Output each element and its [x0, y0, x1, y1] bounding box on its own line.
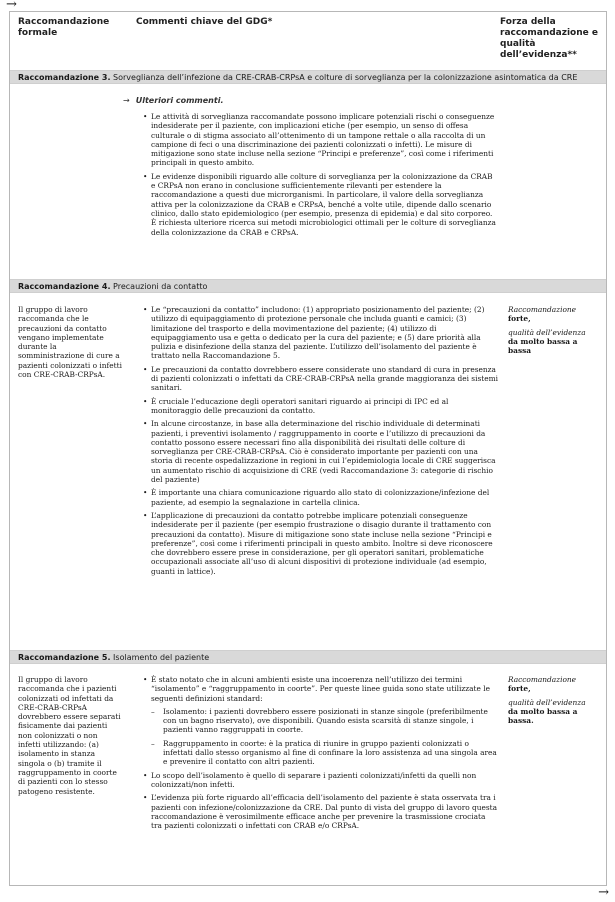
rec4-bullet: • Le precauzioni da contatto dovrebbero essere considerate uno standard di cura in presenza di pazienti colonizzati o infettati da CRE-CRAB-CRPsA nella grande maggioranza dei sistemi sanitari. — [143, 365, 498, 393]
header-formal-recommendation: Raccomandazione formale — [18, 17, 110, 38]
rec3-bullet: • Le attività di sorveglianza raccomandate possono implicare potenziali rischi o conseguenze indesiderate per il paziente, con implicazioni etiche (per esempio, un senso di offesa culturale o di stigma associato all’ottenimento di un tampone rettale o alla raccolta di un campione di feci o una discriminazione dei pazienti colonizzati o infetti). Le misure di mitigazione sono state incluse nella sezione “Principi e preferenze”, così come i riferimenti principali in questo ambito. — [143, 112, 498, 168]
next-page-arrow[interactable]: → — [598, 885, 609, 900]
rec3-title-bold: Raccomandazione 3. — [18, 73, 111, 82]
rec4-title-text: Precauzioni da contatto — [110, 282, 208, 291]
rec5-bullet: • L’evidenza più forte riguardo all’efficacia dell’isolamento del paziente è stata osservata tra i pazienti con infezione/colonizzazione da CRE. Dal punto di vista del gruppo di lavoro questa raccomandazione è verosimilmente efficace anche per prevenire la trasmissione crociata tra pazienti colonizzati o infettati con CRAB e/o CRPsA. — [143, 793, 498, 830]
rec5-formal-text: Il gruppo di lavoro raccomanda che i pazienti colonizzati od infettati da CRE-CRAB-CRPsA dovrebbero essere separati fisicamente dai pazienti non colonizzati o non infetti utilizzando: (a) isolamento in stanza singola o (b) tramite il raggruppamento in coorte di pazienti con lo stesso patogeno resistente. — [18, 675, 121, 796]
header-gdg-comments: Commenti chiave del GDG* — [136, 17, 273, 27]
rec3-comments — [143, 112, 498, 241]
rec4-bullet: • È cruciale l’educazione degli operatori sanitari riguardo ai principi di IPC ed al monitoraggio delle precauzioni da contatto. — [143, 397, 498, 416]
rec4-bullet: • È importante una chiara comunicazione riguardo allo stato di colonizzazione/infezione del paziente, ad esempio la segnalazione in cartella clinica. — [143, 488, 498, 507]
rec4-formal-text: Il gruppo di lavoro raccomanda che le precauzioni da contatto vengano implementate durante la somministrazione di cure a pazienti colonizzati o infetti con CRE-CRAB-CRPsA. — [18, 305, 122, 380]
rec5-title-text: Isolamento del paziente — [110, 653, 210, 662]
rec5-strength — [508, 675, 600, 725]
rec4-comments — [143, 305, 498, 580]
table-header — [10, 12, 606, 69]
rec5-dash-item: – Raggruppamento in coorte: è la pratica di riunire in gruppo pazienti colonizzati o infettati dallo stesso organismo al fine di confinare la loro assistenza ad una singola area e prevenire il contatto con altri pazienti. — [147, 739, 498, 767]
rec3-title-band — [10, 70, 606, 84]
rec4-title-bold: Raccomandazione 4. — [18, 282, 111, 291]
rec5-title-bold: Raccomandazione 5. — [18, 653, 111, 662]
rec3-title-text: Sorveglianza dell’infezione da CRE-CRAB-CRPsA e colture di sorveglianza per la colonizzazione asintomatica da CRE — [110, 73, 578, 82]
rec4-quality-label: qualità dell’evidenza — [508, 327, 586, 337]
rec4-quality-value: da molto bassa a bassa — [508, 336, 578, 356]
arrow-icon: → — [123, 96, 130, 105]
rec5-dash-item: – Isolamento: i pazienti dovrebbero essere posizionati in stanze singole (preferibilmente con un bagno riservato), ove disponibili. Quando esista scarsità di stanze singole, i pazienti vanno raggruppati in coorte. — [147, 707, 498, 735]
rec3-subhead-text: Ulteriori commenti. — [135, 96, 224, 105]
rec5-comments — [143, 675, 498, 834]
rec5-strength-label: Raccomandazione — [508, 675, 577, 684]
rec5-quality-label: qualità dell’evidenza — [508, 697, 586, 707]
rec5-bullet: • È stato notato che in alcuni ambienti esiste una incoerenza nell’utilizzo dei termini “isolamento” e “raggruppamento in coorte”. Per queste linee guida sono state utilizzate le seguenti definizioni standard: — [143, 675, 498, 703]
rec5-title-band — [10, 650, 606, 664]
rec3-bullet: • Le evidenze disponibili riguardo alle colture di sorveglianza per la colonizzazione da CRAB e CRPsA non erano in conclusione sufficientemente rilevanti per estendere la raccomandazione a questi due microrganismi. In particolare, il valore della sorveglianza attiva per la colonizzazione da CRAB e CRPsA, benché a volte utile, dipende dallo scenario clinico, dallo stato epidemiologico (per esempio, presenza di epidemia) e dal sito corporeo. È richiesta ulteriore ricerca sui metodi microbiologici ottimali per le colture di sorveglianza della colonizzazione da CRAB e CRPsA. — [143, 172, 498, 237]
previous-page-arrow[interactable]: → — [6, 0, 17, 12]
rec4-bullet: • In alcune circostanze, in base alla determinazione del rischio individuale di determinati pazienti, i preventivi isolamento / raggruppamento in coorte e l’utilizzo di precauzioni da contatto possono essere necessari fino alla disponibilità dei risultati delle colture di sorveglianza per CRE-CRAB-CRPsA. Ciò è considerato importante per pazienti con una storia di recente ospedalizzazione in regioni in cui l’epidemiologia locale di CRE suggerisca un aumentato rischio di acquisizione di CRE (vedi Raccomandazione 3: categorie di rischio del paziente) — [143, 419, 498, 484]
rec5-bullet: • Lo scopo dell’isolamento è quello di separare i pazienti colonizzati/infetti da quelli non colonizzati/non infetti. — [143, 771, 498, 790]
rec4-strength-value: forte, — [508, 314, 531, 324]
rec4-strength-label: Raccomandazione — [508, 305, 577, 314]
rec3-subhead — [123, 96, 223, 105]
rec4-bullet: • Le “precauzioni da contatto” includono: (1) appropriato posizionamento del paziente; (2) utilizzo di equipaggiamento di protezione personale che includa guanti e camici; (3) limitazione del trasporto e della movimentazione del paziente; (4) utilizzo di equipaggiamento usa e getta o dedicato per la cura del paziente; e (5) dare priorità alla pulizia e disinfezione della stanza del paziente. L’utilizzo dell’isolamento del paziente è trattato nella Raccomandazione 5. — [143, 305, 498, 361]
recommendations-table — [9, 11, 607, 886]
rec4-bullet: • L’applicazione di precauzioni da contatto potrebbe implicare potenziali conseguenze indesiderate per il paziente (per esempio frustrazione o disagio durante il trattamento con precauzioni da contatto). Misure di mitigazione sono state incluse nella sezione “Principi e preferenze”, così come i riferimenti principali in questo ambito. Inoltre si deve riconoscere che dovrebbero essere prese in considerazione, per gli operatori sanitari, problematiche occupazionali associate all’uso di alcuni dispositivi di protezione individuale (ad esempio, guanti in lattice). — [143, 511, 498, 576]
rec5-strength-value: forte, — [508, 684, 531, 694]
header-strength-quality: Forza della raccomandazione e qualità dell’evidenza** — [500, 17, 598, 60]
rec4-title-band — [10, 279, 606, 293]
rec4-strength — [508, 305, 600, 355]
rec5-quality-value: da molto bassa a bassa. — [508, 706, 578, 726]
